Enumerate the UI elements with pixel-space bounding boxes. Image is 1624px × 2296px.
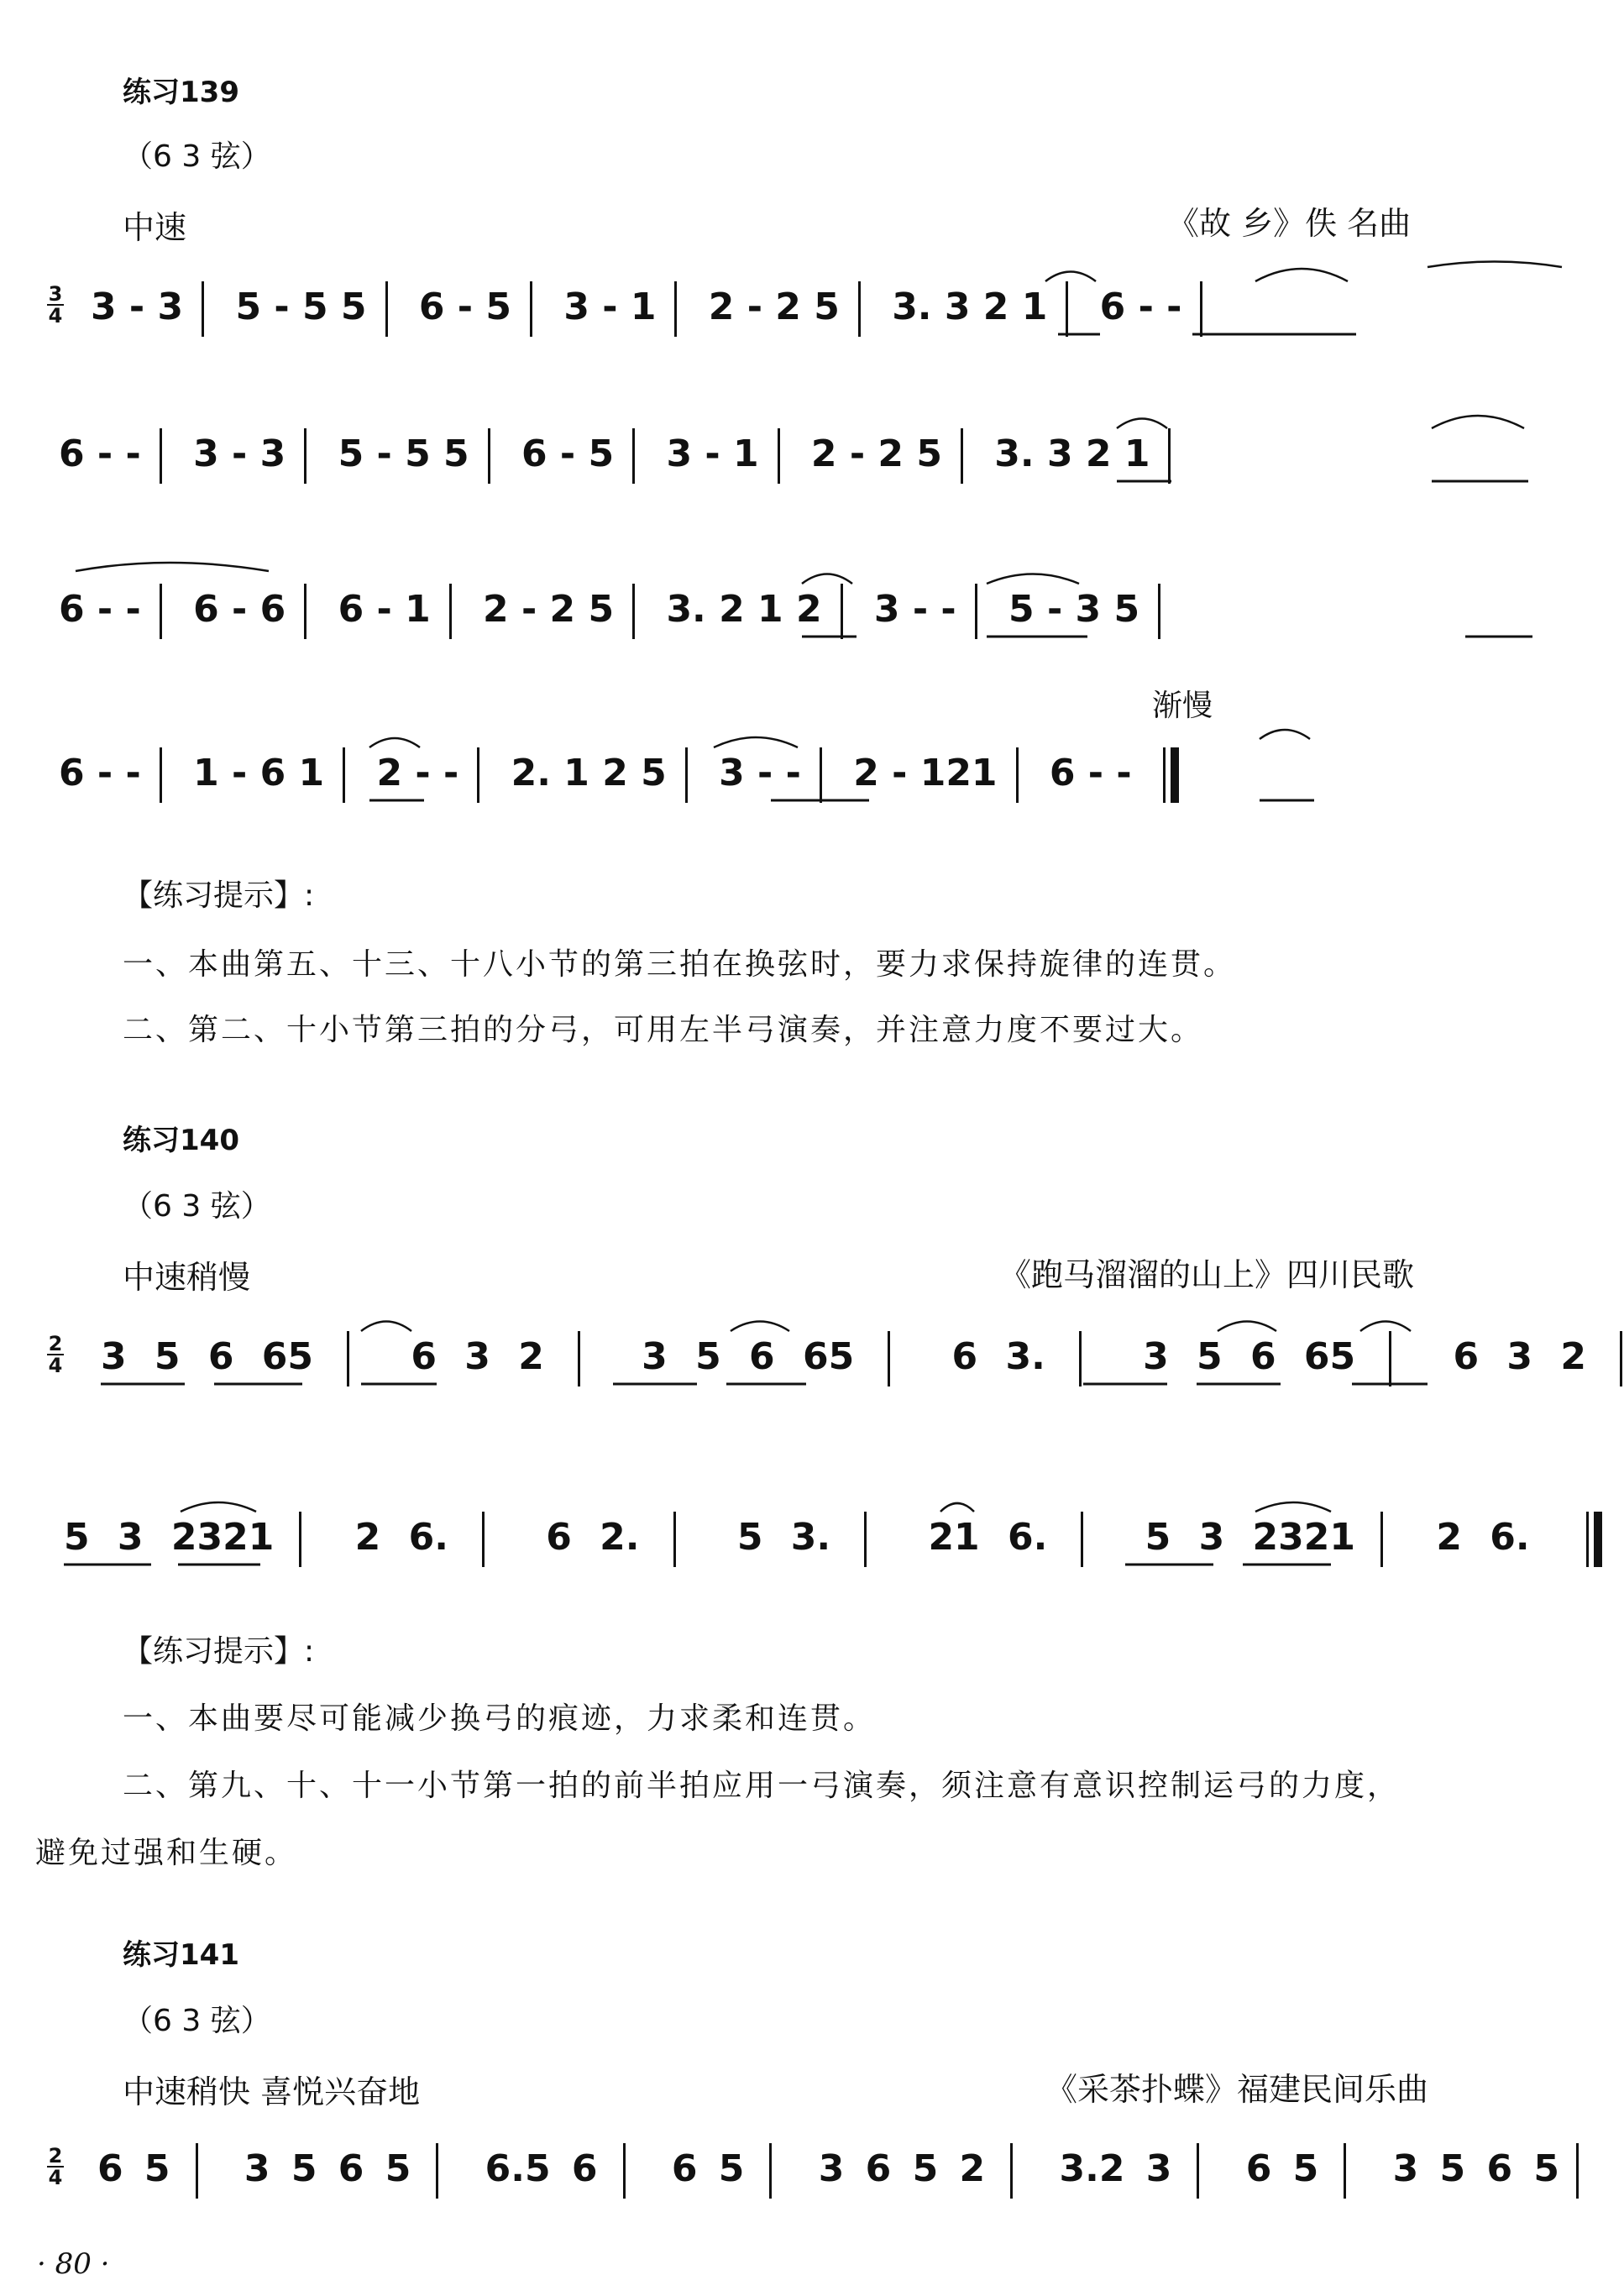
- exercise-140-hint-2: 二、第九、十、十一小节第一拍的前半拍应用一弓演奏，须注意有意识控制运弓的力度，: [123, 1769, 1401, 1803]
- exercise-139-hint-title: 【练习提示】:: [123, 878, 315, 913]
- measure: 6 3.: [951, 1335, 1045, 1378]
- measure: 3 5 6 65: [101, 1335, 314, 1378]
- exercise-140-strings: （6 3 弦）: [123, 1189, 271, 1224]
- exercise-139-hint-1: 一、本曲第五、十三、十八小节的第三拍在换弦时，要力求保持旋律的连贯。: [123, 947, 1237, 982]
- measure: 3 5 6 5: [1392, 2147, 1560, 2190]
- measure: 5 - 3 5: [1008, 588, 1140, 631]
- measure: 2 6.: [354, 1516, 448, 1559]
- slur: [987, 574, 1079, 584]
- measure: 6 - -: [59, 588, 141, 631]
- measure: 5 3.: [736, 1516, 831, 1559]
- measure: 3 - 1: [563, 286, 657, 328]
- slur: [1117, 419, 1167, 429]
- measure: 2 - 2 5: [708, 286, 840, 328]
- measure: 6 - 5: [521, 432, 615, 475]
- slur: [1260, 730, 1310, 739]
- measure: 3 - 1: [666, 432, 759, 475]
- measure: 5 3 2321: [64, 1516, 275, 1559]
- slur: [1218, 1322, 1276, 1332]
- underlines: [64, 334, 1532, 1565]
- measure: 2 - 2 5: [483, 588, 615, 631]
- measure: 6 5: [1245, 2147, 1319, 2190]
- exercise-140-title: 练习140: [123, 1124, 239, 1157]
- time-sig-denominator: 4: [48, 1354, 63, 1377]
- time-sig-denominator: 4: [48, 304, 63, 328]
- exercise-141-strings: （6 3 弦）: [123, 2004, 271, 2038]
- measure: 6 5: [97, 2147, 170, 2190]
- measure: 3. 3 2 1: [994, 432, 1150, 475]
- measure: 3. 2 1 2: [666, 588, 822, 631]
- measure: 6 - 1: [338, 588, 431, 631]
- slur-marks: [76, 262, 1562, 1512]
- slur: [369, 738, 420, 747]
- time-sig-numerator: 3: [48, 282, 63, 306]
- slur: [714, 737, 798, 747]
- slur: [940, 1503, 974, 1512]
- measure: 5 3 2321: [1145, 1516, 1355, 1559]
- measure: 2 - 121: [853, 752, 998, 794]
- slur: [731, 1322, 789, 1332]
- measure: 3.2 3: [1059, 2147, 1172, 2190]
- measure: 6 - 6: [193, 588, 286, 631]
- slur: [1360, 1322, 1411, 1332]
- measure: 5 - 5 5: [338, 432, 469, 475]
- time-sig-numerator: 2: [48, 2144, 63, 2168]
- measure: 3 6 5 2: [818, 2147, 986, 2190]
- time-sig-numerator: 2: [48, 1332, 63, 1355]
- measure: 3. 3 2 1: [892, 286, 1048, 328]
- measure: 2 - -: [376, 752, 459, 794]
- exercise-140-tempo: 中速稍慢: [123, 1259, 251, 1296]
- page-number: · 80 ·: [37, 2247, 110, 2281]
- exercise-141-tempo: 中速稍快 喜悦兴奋地: [123, 2073, 421, 2110]
- measure: 6 5: [671, 2147, 745, 2190]
- exercise-139-hint-2: 二、第二、十小节第三拍的分弓，可用左半弓演奏，并注意力度不要过大。: [123, 1013, 1204, 1047]
- measure: 6 - -: [1049, 752, 1132, 794]
- measure: 6 2.: [546, 1516, 640, 1559]
- measure: 3 - -: [873, 588, 956, 631]
- ritardando-marking: 渐慢: [1152, 689, 1213, 723]
- measure: 1 - 6 1: [193, 752, 325, 794]
- exercise-140-hint-title: 【练习提示】:: [123, 1634, 315, 1669]
- slur: [1428, 262, 1562, 268]
- measure: 3 5 6 5: [244, 2147, 411, 2190]
- exercise-141-title: 练习141: [123, 1938, 239, 1972]
- measure: 6 - 5: [418, 286, 511, 328]
- measure: 21 6.: [928, 1516, 1048, 1559]
- slur: [181, 1502, 256, 1512]
- measure: 6 3 2: [1453, 1335, 1586, 1378]
- measure: 6 3 2: [411, 1335, 544, 1378]
- measure: 5 - 5 5: [235, 286, 367, 328]
- slur: [1432, 416, 1524, 428]
- measure: 6 - -: [1099, 286, 1182, 328]
- slur: [1255, 1502, 1331, 1512]
- slur: [1255, 269, 1348, 281]
- exercise-139-title: 练习139: [123, 76, 239, 109]
- measure: 3 - 3: [193, 432, 286, 475]
- slur: [1045, 272, 1096, 282]
- exercise-140-hint-3: 避免过强和生硬。: [35, 1836, 298, 1870]
- exercise-140-hint-1: 一、本曲要尽可能减少换弓的痕迹，力求柔和连贯。: [123, 1701, 877, 1736]
- measure: 2 - 2 5: [810, 432, 942, 475]
- exercise-141-source: 《采茶扑蝶》福建民间乐曲: [1045, 2071, 1429, 2108]
- slur: [76, 563, 269, 571]
- measure: 3 5 6 65: [642, 1335, 855, 1378]
- time-sig-denominator: 4: [48, 2166, 63, 2189]
- measure: 6 - -: [59, 432, 141, 475]
- exercise-139-strings: （6 3 弦）: [123, 139, 271, 174]
- measure: 3 5 6 65: [1143, 1335, 1356, 1378]
- exercise-140-source: 《跑马溜溜的山上》四川民歌: [999, 1256, 1415, 1293]
- exercise-139-tempo: 中速: [123, 209, 187, 246]
- slur: [802, 574, 852, 584]
- measure: 2 6.: [1436, 1516, 1530, 1559]
- slur: [361, 1322, 411, 1332]
- exercise-139-source: 《故 乡》佚 名曲: [1167, 205, 1412, 242]
- measure: 6 - -: [59, 752, 141, 794]
- measure: 3 - 3: [91, 286, 184, 328]
- measure: 6.5 6: [485, 2147, 598, 2190]
- measure: 3 - -: [719, 752, 801, 794]
- measure: 2. 1 2 5: [511, 752, 667, 794]
